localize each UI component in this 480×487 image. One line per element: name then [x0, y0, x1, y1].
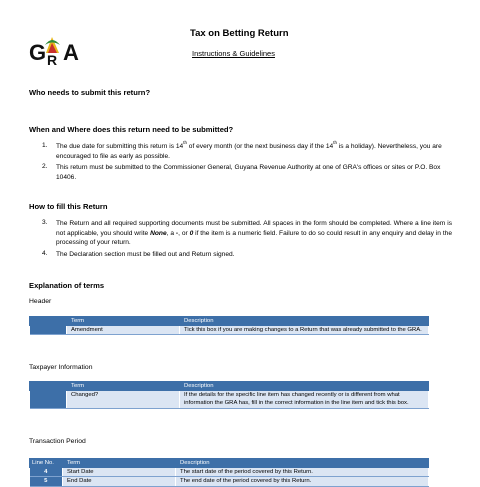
table-row	[30, 468, 429, 477]
col-description: Description	[176, 459, 429, 468]
col-term: Term	[63, 459, 176, 468]
taxpayer-terms-table	[29, 381, 429, 409]
description-cell: If the details for the specific line item has changed recently or is different from what information the GRA has, fill in the correct information in the line item and tick this box.	[180, 391, 429, 409]
term-cell: End Date	[63, 477, 176, 486]
heading-how: How to fill this Return	[29, 202, 108, 211]
svg-text:A: A	[63, 40, 79, 65]
col-line	[30, 317, 67, 326]
table-row	[30, 477, 429, 486]
term-cell: Start Date	[63, 468, 176, 477]
description-cell: The start date of the period covered by this Return.	[176, 468, 429, 477]
heading-when: When and Where does this return need to be submitted?	[29, 125, 234, 134]
col-term: Term	[67, 382, 180, 391]
item-number: 4.	[42, 250, 48, 257]
col-line	[30, 382, 67, 391]
item-4-text: The Declaration section must be filled out and Return signed.	[56, 251, 235, 258]
term-cell: Changed?	[67, 391, 180, 409]
description-cell: Tick this box if you are making changes to a Return that was already submitted to the GRA.	[180, 326, 429, 335]
gra-logo	[29, 33, 97, 67]
line-cell: 4	[30, 468, 63, 477]
col-description: Description	[180, 317, 429, 326]
item-3-text: The Return and all required supporting documents must be submitted. All spaces in the form should be completed. Where a line item is not applicable, you should write None, a -, or 0 if the item is a numeric field. Failure to do so could result in any enquiry and delay in the processing of your return.	[56, 220, 452, 246]
header-terms-table	[29, 316, 429, 335]
col-term: Term	[67, 317, 180, 326]
col-description: Description	[180, 382, 429, 391]
heading-who: Who needs to submit this return?	[29, 88, 151, 97]
term-cell: Amendment	[67, 326, 180, 335]
line-cell	[30, 391, 67, 409]
table-label-taxpayer: Taxpayer Information	[29, 364, 93, 371]
document-title: Tax on Betting Return	[190, 28, 289, 39]
heading-terms: Explanation of terms	[29, 281, 105, 290]
item-number: 1.	[42, 142, 48, 149]
item-2-text: This return must be submitted to the Commissioner General, Guyana Revenue Authority at one of GRA's offices or sites or P.O. Box 10406.	[56, 164, 441, 181]
description-cell: The end date of the period covered by this Return.	[176, 477, 429, 486]
item-number: 2.	[42, 163, 48, 170]
table-row	[30, 326, 429, 335]
item-number: 3.	[42, 219, 48, 226]
table-label-header: Header	[29, 298, 52, 305]
item-1-text: The due date for submitting this return is 14th of every month (or the next business day if the 14th is a holiday). Nevertheless, you are encouraged to file as early as possible.	[56, 140, 442, 160]
table-label-period: Transaction Period	[29, 438, 86, 445]
period-terms-table	[29, 458, 429, 487]
col-line: Line No.	[30, 459, 63, 468]
document-subtitle: Instructions & Guidelines	[192, 49, 275, 58]
line-cell: 5	[30, 477, 63, 486]
table-row	[30, 391, 429, 409]
svg-text:R: R	[47, 52, 58, 67]
line-cell	[30, 326, 67, 335]
svg-text:G: G	[29, 40, 47, 65]
